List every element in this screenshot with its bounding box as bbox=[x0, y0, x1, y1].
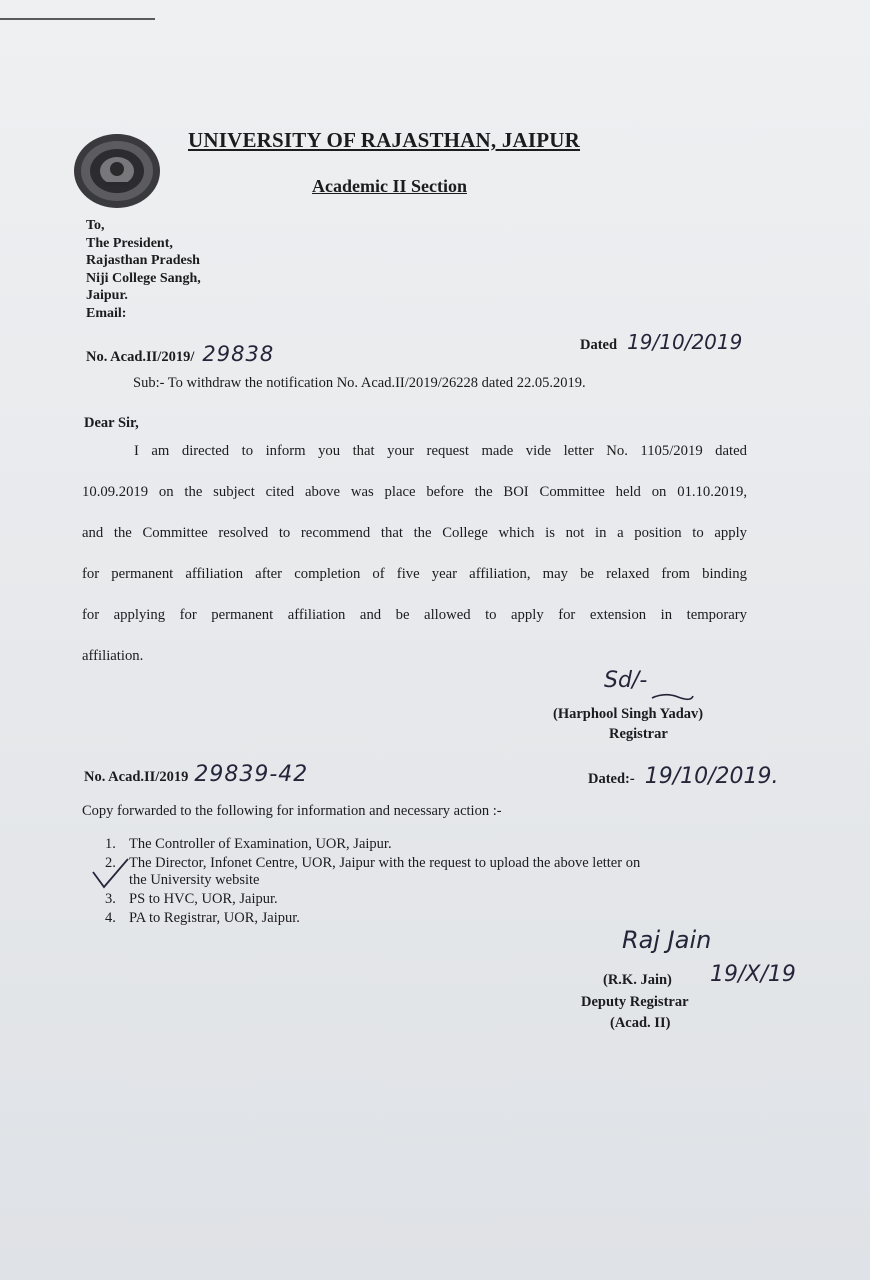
list-item bbox=[105, 891, 640, 908]
copy-forward-intro: Copy forwarded to the following for information and necessary action :- bbox=[82, 803, 502, 819]
handwritten-reference-number: 29839-42 bbox=[194, 762, 309, 787]
top-border-line bbox=[0, 18, 155, 20]
signatory-2-handwritten-date: 19/X/19 bbox=[710, 962, 796, 987]
date-2 bbox=[588, 764, 779, 789]
body-line: affiliation. bbox=[82, 648, 144, 664]
list-item bbox=[105, 855, 640, 889]
letter-body bbox=[82, 438, 747, 684]
reference-label: No. Acad.II/2019/ bbox=[86, 349, 195, 365]
date-label: Dated bbox=[580, 337, 618, 353]
reference-number-1 bbox=[86, 342, 274, 366]
signatory-2-name: (R.K. Jain) bbox=[603, 972, 672, 988]
salutation: Dear Sir, bbox=[84, 415, 139, 431]
address-to: To, bbox=[86, 218, 105, 233]
address-line: Niji College Sangh, bbox=[86, 270, 201, 286]
handwritten-date: 19/10/2019. bbox=[644, 764, 779, 789]
signature-1: Sd/- bbox=[604, 668, 648, 693]
university-title: UNIVERSITY OF RAJASTHAN, JAIPUR bbox=[188, 128, 581, 152]
university-seal-icon bbox=[72, 132, 162, 210]
signatory-2-section: (Acad. II) bbox=[610, 1015, 671, 1031]
handwritten-date: 19/10/2019 bbox=[627, 330, 743, 354]
list-item bbox=[105, 910, 640, 927]
reference-label: No. Acad.II/2019 bbox=[84, 769, 189, 785]
address-email: Email: bbox=[86, 305, 127, 321]
body-line: 10.09.2019 on the subject cited above was place before the BOI Committee held on 01.10.2019, bbox=[82, 484, 747, 500]
signatory-1-name: (Harphool Singh Yadav) bbox=[553, 706, 704, 722]
date-1 bbox=[580, 330, 742, 354]
list-item-text: PS to HVC, UOR, Jaipur. bbox=[129, 891, 278, 907]
list-item-number: 2. bbox=[105, 855, 116, 871]
copy-list bbox=[105, 836, 640, 929]
signature-stroke-icon bbox=[650, 690, 695, 702]
recipient-address bbox=[86, 217, 201, 322]
body-line: for permanent affiliation after completion of five year affiliation, may be relaxed from binding bbox=[82, 566, 747, 582]
body-line: and the Committee resolved to recommend that the College which is not in a position to apply bbox=[82, 525, 747, 541]
list-item bbox=[105, 836, 640, 853]
signatory-1-role: Registrar bbox=[609, 726, 668, 742]
signature-2: Raj Jain bbox=[622, 926, 712, 954]
tick-mark-icon bbox=[90, 856, 130, 890]
section-title: Academic II Section bbox=[312, 176, 467, 196]
address-line: Jaipur. bbox=[86, 288, 128, 303]
list-item-text: PA to Registrar, UOR, Jaipur. bbox=[129, 910, 300, 926]
subject-line: Sub:- To withdraw the notification No. Acad.II/2019/26228 dated 22.05.2019. bbox=[133, 375, 586, 391]
body-line: for applying for permanent affiliation and be allowed to apply for extension in temporary bbox=[82, 607, 747, 623]
list-item-text: The Controller of Examination, UOR, Jaipur. bbox=[129, 836, 392, 852]
body-line: I am directed to inform you that your request made vide letter No. 1105/2019 dated bbox=[134, 443, 747, 459]
date-label: Dated:- bbox=[588, 771, 635, 787]
list-item-number: 4. bbox=[105, 910, 116, 926]
list-item-number: 1. bbox=[105, 836, 116, 852]
list-item-text: The Director, Infonet Centre, UOR, Jaipur with the request to upload the above letter on bbox=[129, 855, 641, 871]
list-item-number: 3. bbox=[105, 891, 116, 907]
address-line: The President, bbox=[86, 235, 173, 251]
handwritten-reference-number: 29838 bbox=[202, 342, 275, 366]
signatory-2-role: Deputy Registrar bbox=[581, 994, 689, 1010]
address-line: Rajasthan Pradesh bbox=[86, 253, 200, 268]
reference-number-2 bbox=[84, 762, 308, 787]
list-item-continuation: the University website bbox=[129, 872, 260, 888]
